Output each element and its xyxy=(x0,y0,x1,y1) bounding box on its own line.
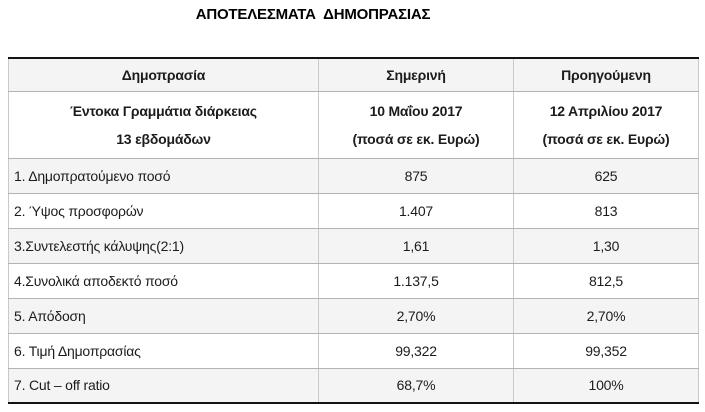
row-label: 2. Ύψος προσφορών xyxy=(9,193,319,228)
subheader-previous-date xyxy=(514,91,699,158)
previous-value: 813 xyxy=(514,193,699,228)
column-header-previous: Προηγούμενη xyxy=(514,58,699,91)
column-header-current: Σημερινή xyxy=(319,58,514,91)
row-label: 1. Δημοπρατούμενο ποσό xyxy=(9,158,319,193)
table-row-cutoff-ratio xyxy=(9,368,699,403)
table-row-accepted-amount xyxy=(9,263,699,298)
table-header-row xyxy=(9,58,699,91)
row-label: 3.Συντελεστής κάλυψης(2:1) xyxy=(9,228,319,263)
row-label: 5. Απόδοση xyxy=(9,298,319,333)
previous-value: 812,5 xyxy=(514,263,699,298)
previous-units: (ποσά σε εκ. Ευρώ) xyxy=(542,130,670,147)
previous-date: 12 Απριλίου 2017 xyxy=(549,102,663,119)
current-value: 99,322 xyxy=(319,333,514,368)
previous-value: 2,70% xyxy=(514,298,699,333)
current-value: 875 xyxy=(319,158,514,193)
table-subheader-row xyxy=(9,91,699,158)
table-row-yield xyxy=(9,298,699,333)
table-row-coverage-ratio xyxy=(9,228,699,263)
previous-value: 99,352 xyxy=(514,333,699,368)
current-value: 68,7% xyxy=(319,368,514,403)
instrument-line2: 13 εβδομάδων xyxy=(116,130,211,147)
current-value: 1,61 xyxy=(319,228,514,263)
table-row-auctioned-amount xyxy=(9,158,699,193)
row-label: 7. Cut – off ratio xyxy=(9,368,319,403)
row-label: 6. Τιμή Δημοπρασίας xyxy=(9,333,319,368)
row-label: 4.Συνολικά αποδεκτό ποσό xyxy=(9,263,319,298)
column-header-auction: Δημοπρασία xyxy=(9,58,319,91)
auction-results-table xyxy=(8,57,699,404)
current-date: 10 Μαΐου 2017 xyxy=(369,102,463,119)
subheader-instrument xyxy=(9,91,319,158)
page-title: ΑΠΟΤΕΛΕΣΜΑΤΑ ΔΗΜΟΠΡΑΣΙΑΣ xyxy=(195,6,431,23)
current-units: (ποσά σε εκ. Ευρώ) xyxy=(352,130,480,147)
current-value: 1.407 xyxy=(319,193,514,228)
current-value: 1.137,5 xyxy=(319,263,514,298)
previous-value: 1,30 xyxy=(514,228,699,263)
table-row-auction-price xyxy=(9,333,699,368)
previous-value: 625 xyxy=(514,158,699,193)
previous-value: 100% xyxy=(514,368,699,403)
current-value: 2,70% xyxy=(319,298,514,333)
table-row-bids-amount xyxy=(9,193,699,228)
instrument-line1: Έντοκα Γραμμάτια διάρκειας xyxy=(70,102,257,119)
subheader-current-date xyxy=(319,91,514,158)
